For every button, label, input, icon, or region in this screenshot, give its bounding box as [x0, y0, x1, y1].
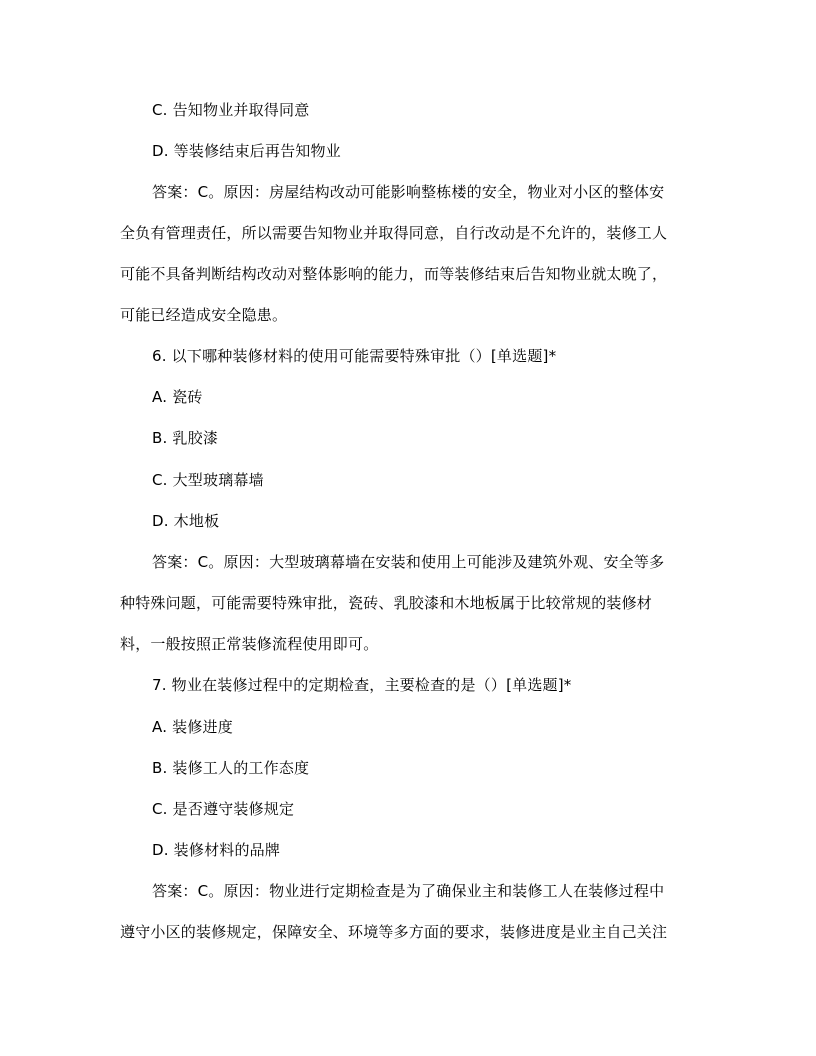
q6-option-c: C. 大型玻璃幕墙 [152, 471, 264, 489]
q5-answer-line-3: 可能不具备判断结构改动对整体影响的能力，而等装修结束后告知物业就太晚了， [120, 265, 668, 283]
q7-option-b: B. 装修工人的工作态度 [152, 759, 310, 777]
q6-option-a: A. 瓷砖 [152, 388, 203, 406]
q5-answer-line-1: 答案：C。原因：房屋结构改动可能影响整栋楼的安全，物业对小区的整体安 [152, 183, 665, 201]
q6-question: 6. 以下哪种装修材料的使用可能需要特殊审批（）[单选题]* [152, 347, 557, 365]
q6-option-d: D. 木地板 [152, 512, 220, 530]
q5-option-c: C. 告知物业并取得同意 [152, 101, 310, 119]
q5-answer-line-2: 全负有管理责任，所以需要告知物业并取得同意，自行改动是不允许的，装修工人 [120, 224, 668, 242]
q7-option-d: D. 装修材料的品牌 [152, 841, 281, 859]
q6-option-b: B. 乳胶漆 [152, 429, 219, 447]
q5-option-d: D. 等装修结束后再告知物业 [152, 142, 341, 160]
q6-answer-line-3: 料，一般按照正常装修流程使用即可。 [120, 635, 379, 653]
q7-question: 7. 物业在装修过程中的定期检查，主要检查的是（）[单选题]* [152, 676, 572, 694]
q7-answer-line-1: 答案：C。原因：物业进行定期检查是为了确保业主和装修工人在装修过程中 [152, 882, 665, 900]
q6-answer-line-1: 答案：C。原因：大型玻璃幕墙在安装和使用上可能涉及建筑外观、安全等多 [152, 553, 665, 571]
q5-answer-line-4: 可能已经造成安全隐患。 [120, 306, 288, 324]
q7-answer-line-2: 遵守小区的装修规定，保障安全、环境等多方面的要求，装修进度是业主自己关注 [120, 923, 668, 941]
q7-option-a: A. 装修进度 [152, 718, 233, 736]
q6-answer-line-2: 种特殊问题，可能需要特殊审批，瓷砖、乳胶漆和木地板属于比较常规的装修材 [120, 594, 653, 612]
q7-option-c: C. 是否遵守装修规定 [152, 800, 295, 818]
